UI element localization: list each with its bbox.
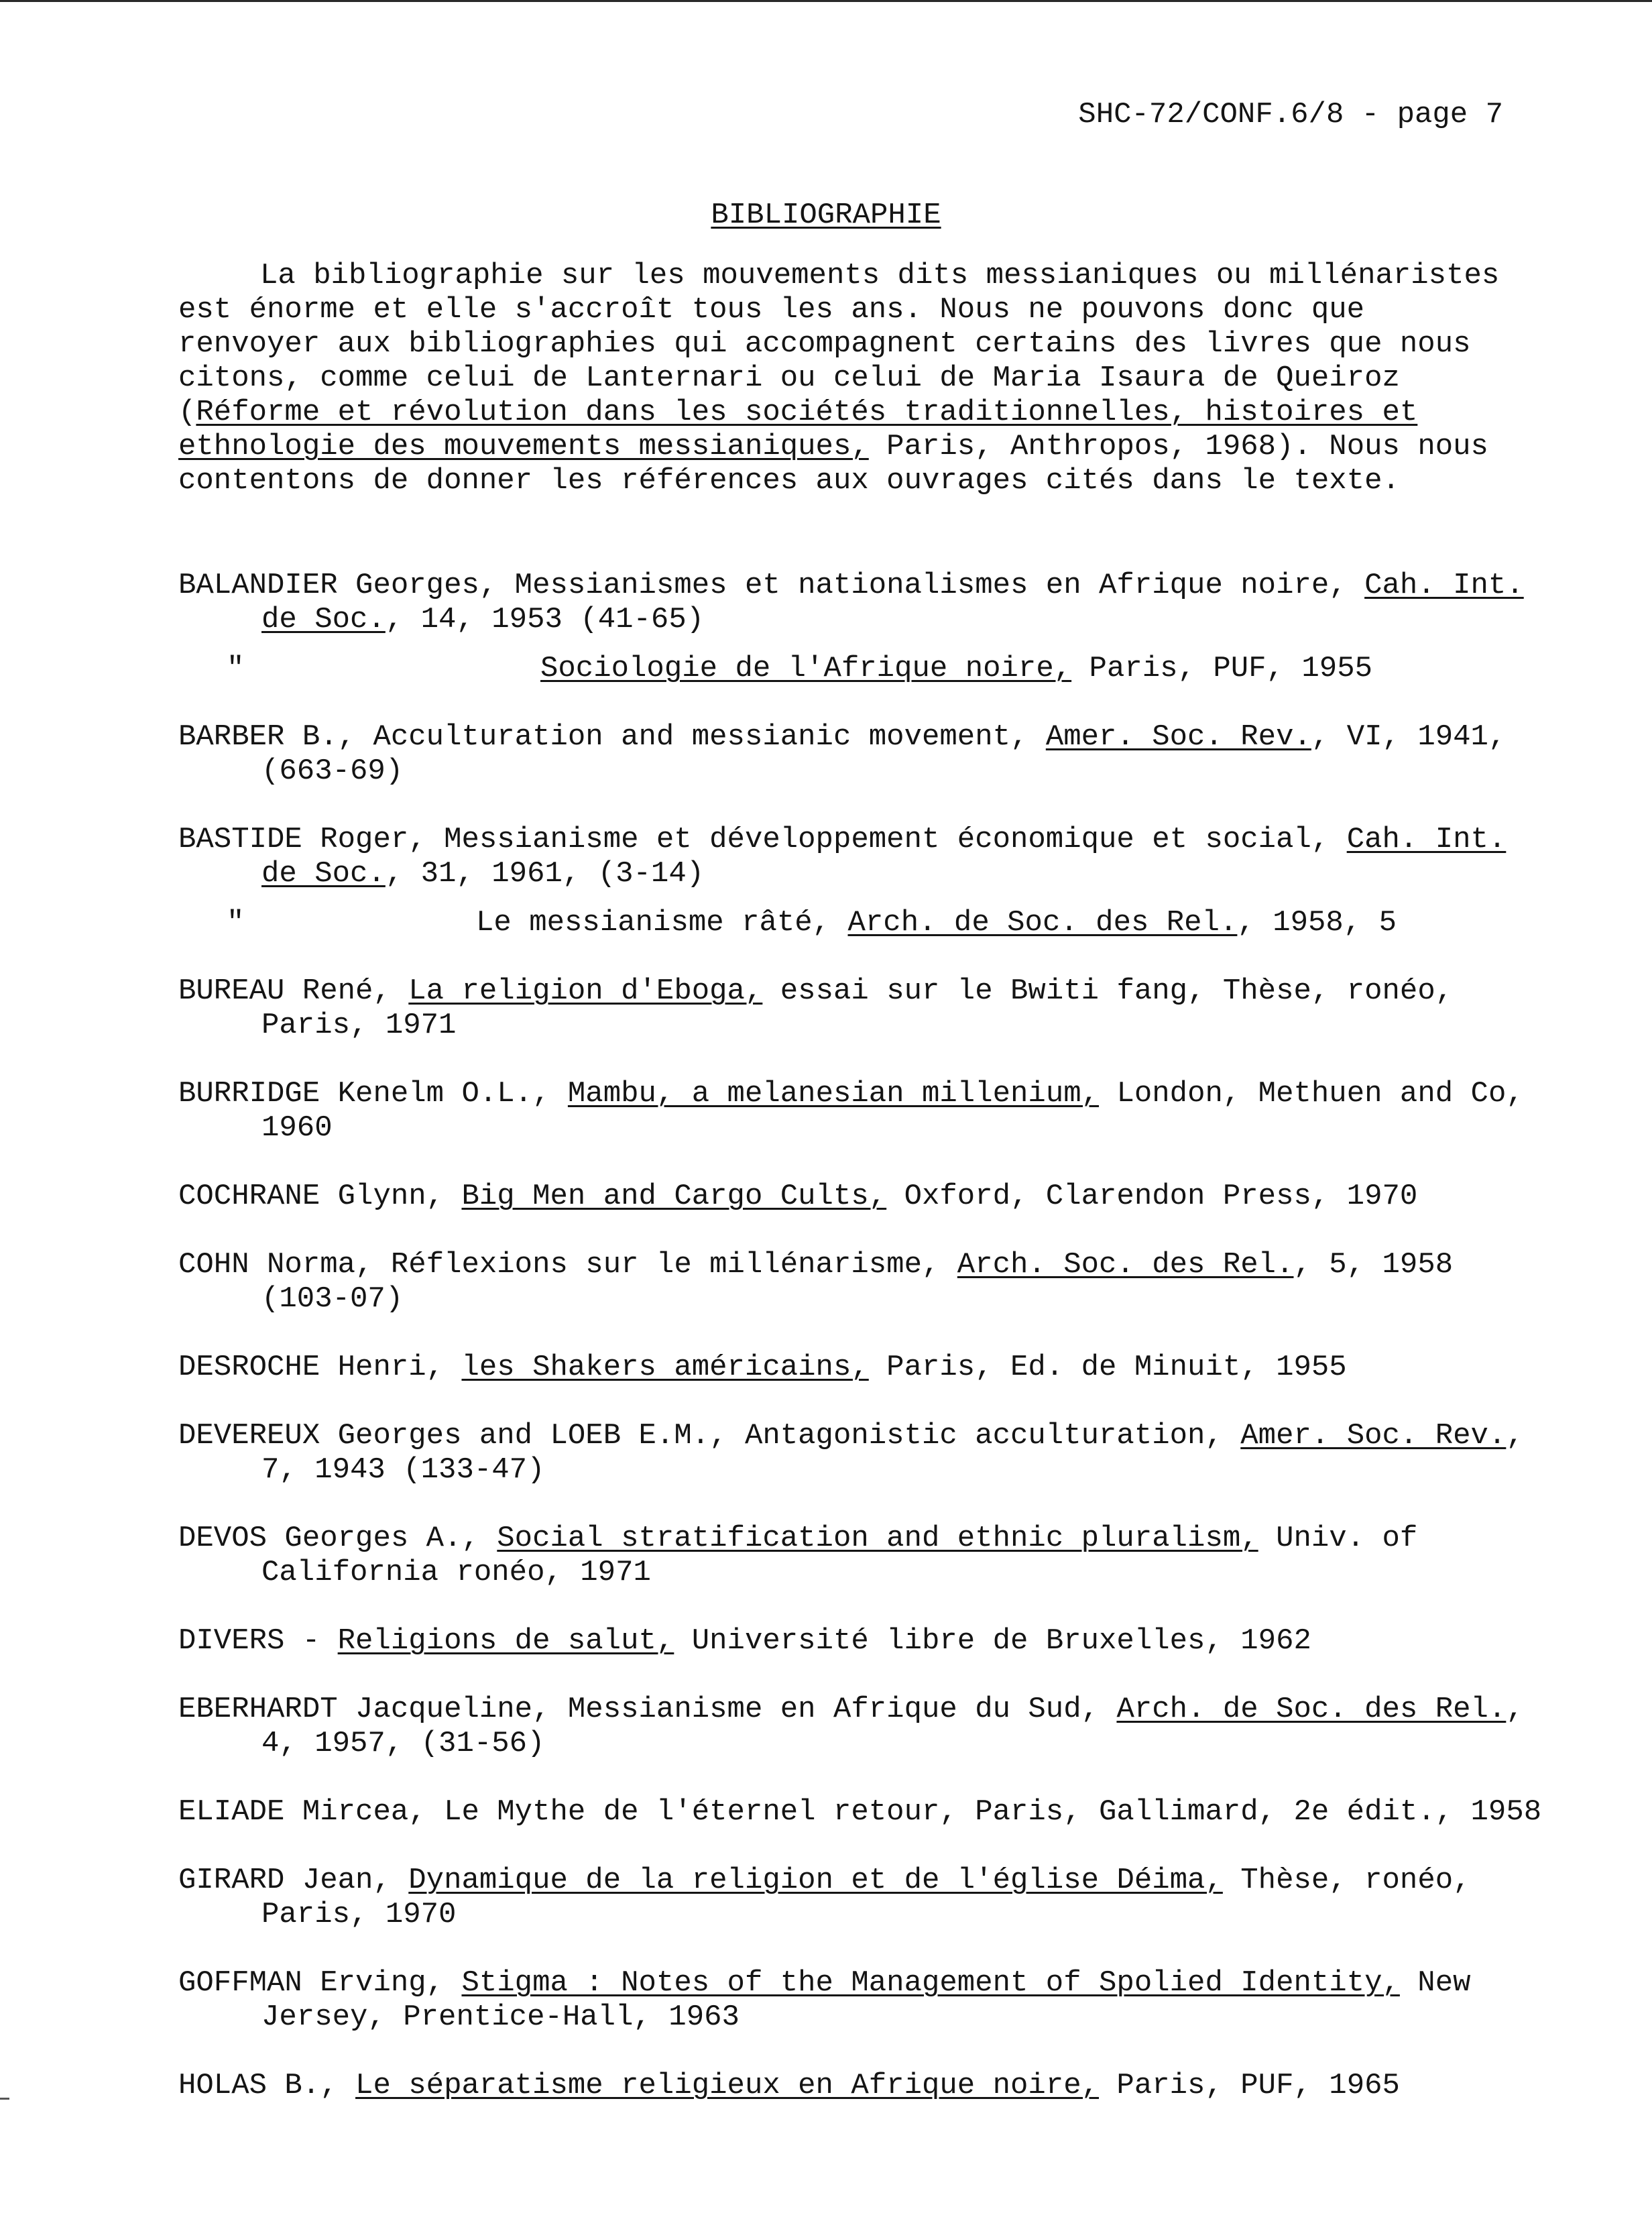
- cited-journal: Cah. Int. de Soc.: [261, 823, 1507, 891]
- cited-title: Stigma : Notes of the Management of Spolied Identity,: [461, 1966, 1400, 2000]
- bibliography-entry: BALANDIER Georges, Messianismes et nationalismes en Afrique noire, Cah. Int. de Soc., 14, 1953 (41-65): [178, 569, 1524, 636]
- bibliography-entry: GIRARD Jean, Dynamique de la religion et de l'église Déima, Thèse, ronéo, Paris, 1970: [178, 1864, 1471, 1931]
- cited-journal: Arch. Soc. des Rel.: [957, 1248, 1294, 1282]
- cited-title: Mambu, a melanesian millenium,: [567, 1077, 1100, 1111]
- cited-title: les Shakers américains,: [461, 1351, 869, 1384]
- cited-title: Le séparatisme religieux en Afrique noire,: [355, 2069, 1100, 2102]
- cited-journal: Amer. Soc. Rev.: [1240, 1419, 1507, 1453]
- bibliography-entry: DEVEREUX Georges and LOEB E.M., Antagonistic acculturation, Amer. Soc. Rev., 7, 1943 (133-47): [178, 1419, 1524, 1487]
- cited-journal: Arch. de Soc. des Rel.: [1116, 1693, 1507, 1726]
- cited-journal: Amer. Soc. Rev.: [1045, 720, 1311, 754]
- bibliography-entry: BURRIDGE Kenelm O.L., Mambu, a melanesian millenium, London, Methuen and Co, 1960: [178, 1077, 1524, 1145]
- cited-title: Religions de salut,: [337, 1624, 674, 1658]
- page-top-edge: [0, 0, 1652, 2]
- bibliography-entry-ditto: " Sociologie de l'Afrique noire, Paris, PUF, 1955: [227, 652, 1373, 685]
- cited-title: Social stratification and ethnic pluralism,: [497, 1522, 1258, 1555]
- bibliography-entry: GOFFMAN Erving, Stigma : Notes of the Management of Spolied Identity, New Jersey, Prentice-Hall, 1963: [178, 1966, 1471, 2034]
- margin-mark: [0, 2098, 9, 2100]
- bibliography-entry: BASTIDE Roger, Messianisme et développement économique et social, Cah. Int. de Soc., 31, 1961, (3-14): [178, 823, 1507, 891]
- cited-title: Sociologie de l'Afrique noire,: [540, 652, 1072, 685]
- bibliography-entry: DESROCHE Henri, les Shakers américains, Paris, Ed. de Minuit, 1955: [178, 1351, 1347, 1384]
- bibliography-entry: COHN Norma, Réflexions sur le millénarisme, Arch. Soc. des Rel., 5, 1958 (103-07): [178, 1248, 1454, 1316]
- intro-text-end: Paris, Anthropos, 1968). Nous nous contentons de donner les références aux ouvrages cités dans le texte.: [178, 430, 1488, 498]
- cited-journal: Cah. Int. de Soc.: [261, 569, 1524, 636]
- bibliography-entry: BUREAU René, La religion d'Eboga, essai sur le Bwiti fang, Thèse, ronéo, Paris, 1971: [178, 974, 1454, 1042]
- bibliography-entry: ELIADE Mircea, Le Mythe de l'éternel retour, Paris, Gallimard, 2e édit., 1958: [178, 1795, 1542, 1829]
- bibliography-entry: EBERHARDT Jacqueline, Messianisme en Afrique du Sud, Arch. de Soc. des Rel., 4, 1957, (31-56): [178, 1693, 1524, 1760]
- intro-cited-title: Réforme et révolution dans les sociétés traditionnelles, histoires et ethnologie des mouvements messianiques,: [178, 396, 1418, 463]
- bibliography-entry-ditto: " Le messianisme râté, Arch. de Soc. des Rel., 1958, 5: [227, 906, 1397, 940]
- bibliography-entry: BARBER B., Acculturation and messianic movement, Amer. Soc. Rev., VI, 1941, (663-69): [178, 720, 1507, 788]
- cited-title: La religion d'Eboga,: [408, 974, 763, 1008]
- document-reference: SHC-72/CONF.6/8 - page 7: [1078, 98, 1503, 131]
- intro-paragraph: [178, 259, 1517, 498]
- bibliography-list: [178, 569, 1553, 2137]
- cited-title: Dynamique de la religion et de l'église Déima,: [408, 1864, 1223, 1897]
- bibliography-entry: COCHRANE Glynn, Big Men and Cargo Cults, Oxford, Clarendon Press, 1970: [178, 1180, 1418, 1213]
- bibliography-entry: HOLAS B., Le séparatisme religieux en Afrique noire, Paris, PUF, 1965: [178, 2069, 1400, 2102]
- page-title: BIBLIOGRAPHIE: [711, 198, 941, 232]
- cited-title: Big Men and Cargo Cults,: [461, 1180, 887, 1213]
- bibliography-entry: DEVOS Georges A., Social stratification and ethnic pluralism, Univ. of California ronéo, 1971: [178, 1522, 1418, 1589]
- cited-journal: Arch. de Soc. des Rel.: [847, 906, 1238, 940]
- bibliography-entry: DIVERS - Religions de salut, Université libre de Bruxelles, 1962: [178, 1624, 1311, 1658]
- intro-text: La bibliographie sur les mouvements dits messianiques ou millénaristes est énorme et elle s'accroît tous les ans. Nous ne pouvons donc que renvoyer aux bibliographies qui accompagnent certains des livres que nous citons, comme celui de Lanternari ou celui de Maria Isaura de Queiroz (: [178, 259, 1500, 429]
